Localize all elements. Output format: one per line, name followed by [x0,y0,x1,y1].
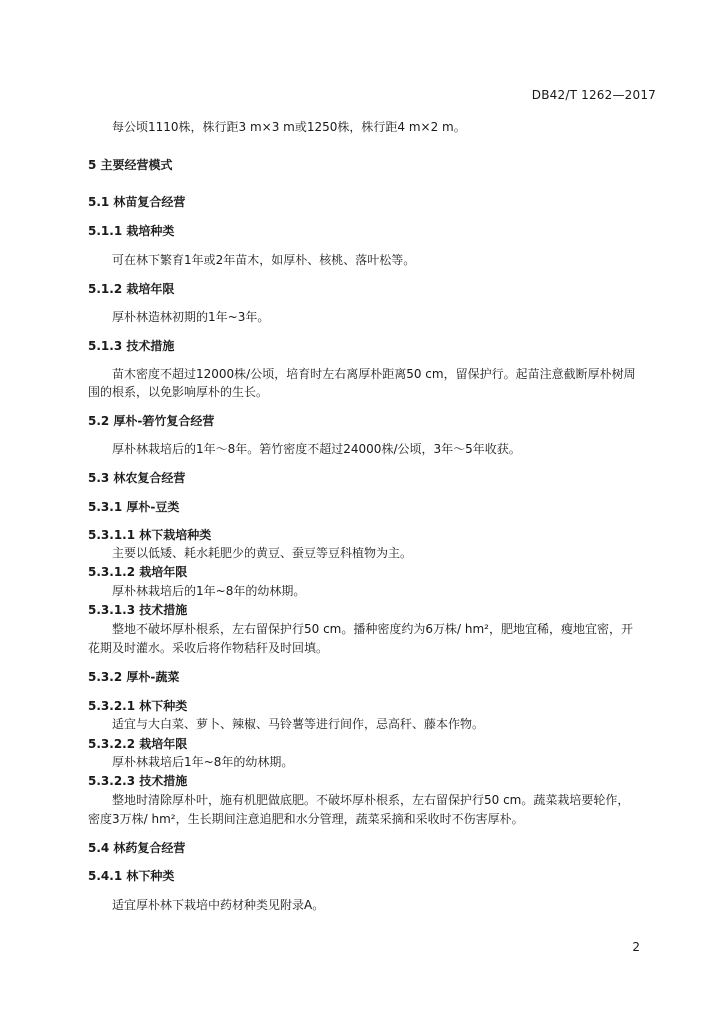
paragraph-5-1-3-line1: 苗木密度不超过12000株/公顷，培育时左右离厚朴距离50 cm，留保护行。起苗注意截断厚朴树周 [112,367,636,381]
paragraph-5-3-1-3-line1: 整地不破坏厚朴根系，左右留保护行50 cm。播种密度约为6万株/ hm²，肥地宜稀，瘦地宜密，开 [112,622,633,636]
paragraph-5-3-2-3-line2: 密度3万株/ hm²，生长期间注意追肥和水分管理，蔬菜采摘和采收时不伤害厚朴。 [88,812,524,826]
paragraph-5-3-1-2: 厚朴林栽培后的1年~8年的幼林期。 [112,584,306,598]
section-heading-5-1: 5.1 林苗复合经营 [88,195,186,209]
section-heading-5-3: 5.3 林农复合经营 [88,471,186,485]
section-heading-5-2: 5.2 厚朴-箬竹复合经营 [88,414,215,428]
page-number: 2 [632,940,640,954]
section-heading-5-3-1-3: 5.3.1.3 技术措施 [88,603,188,617]
paragraph-5-3-2-2: 厚朴林栽培后1年~8年的幼林期。 [112,755,294,769]
section-heading-5-1-3: 5.1.3 技术措施 [88,339,175,353]
section-heading-5-3-2: 5.3.2 厚朴-蔬菜 [88,670,180,684]
paragraph-5-3-1-3-line2: 花期及时灌水。采收后将作物秸秆及时回填。 [88,641,329,655]
standard-code: DB42/T 1262—2017 [531,88,656,102]
paragraph-5-3-2-1: 适宜与大白菜、萝卜、辣椒、马铃薯等进行间作，忌高秆、藤本作物。 [112,717,485,731]
section-heading-5-3-2-3: 5.3.2.3 技术措施 [88,774,188,788]
section-heading-5: 5 主要经营模式 [88,158,173,172]
paragraph-density: 每公顷1110株，株行距3 m×3 m或1250株，株行距4 m×2 m。 [112,120,466,134]
section-heading-5-1-1: 5.1.1 栽培种类 [88,224,175,238]
section-heading-5-3-2-2: 5.3.2.2 栽培年限 [88,737,188,751]
section-heading-5-4: 5.4 林药复合经营 [88,841,186,855]
paragraph-5-2: 厚朴林栽培后的1年～8年。箬竹密度不超过24000株/公顷，3年～5年收获。 [112,442,521,456]
paragraph-5-1-1: 可在林下繁育1年或2年苗木，如厚朴、核桃、落叶松等。 [112,253,416,267]
paragraph-5-4-1: 适宜厚朴林下栽培中药材种类见附录A。 [112,898,325,912]
paragraph-5-3-2-3-line1: 整地时清除厚朴叶，施有机肥做底肥。不破坏厚朴根系，左右留保护行50 cm。蔬菜栽培要轮作， [112,793,630,807]
paragraph-5-1-3-line2: 围的根系，以免影响厚朴的生长。 [88,385,269,399]
paragraph-5-1-2: 厚朴林造林初期的1年~3年。 [112,310,270,324]
section-heading-5-3-1-1: 5.3.1.1 林下栽培种类 [88,528,212,542]
paragraph-5-3-1-1: 主要以低矮、耗水耗肥少的黄豆、蚕豆等豆科植物为主。 [112,546,413,560]
section-heading-5-3-1-2: 5.3.1.2 栽培年限 [88,565,188,579]
section-heading-5-1-2: 5.1.2 栽培年限 [88,282,175,296]
section-heading-5-3-1: 5.3.1 厚朴-豆类 [88,500,180,514]
section-heading-5-4-1: 5.4.1 林下种类 [88,869,175,883]
section-heading-5-3-2-1: 5.3.2.1 林下种类 [88,699,188,713]
